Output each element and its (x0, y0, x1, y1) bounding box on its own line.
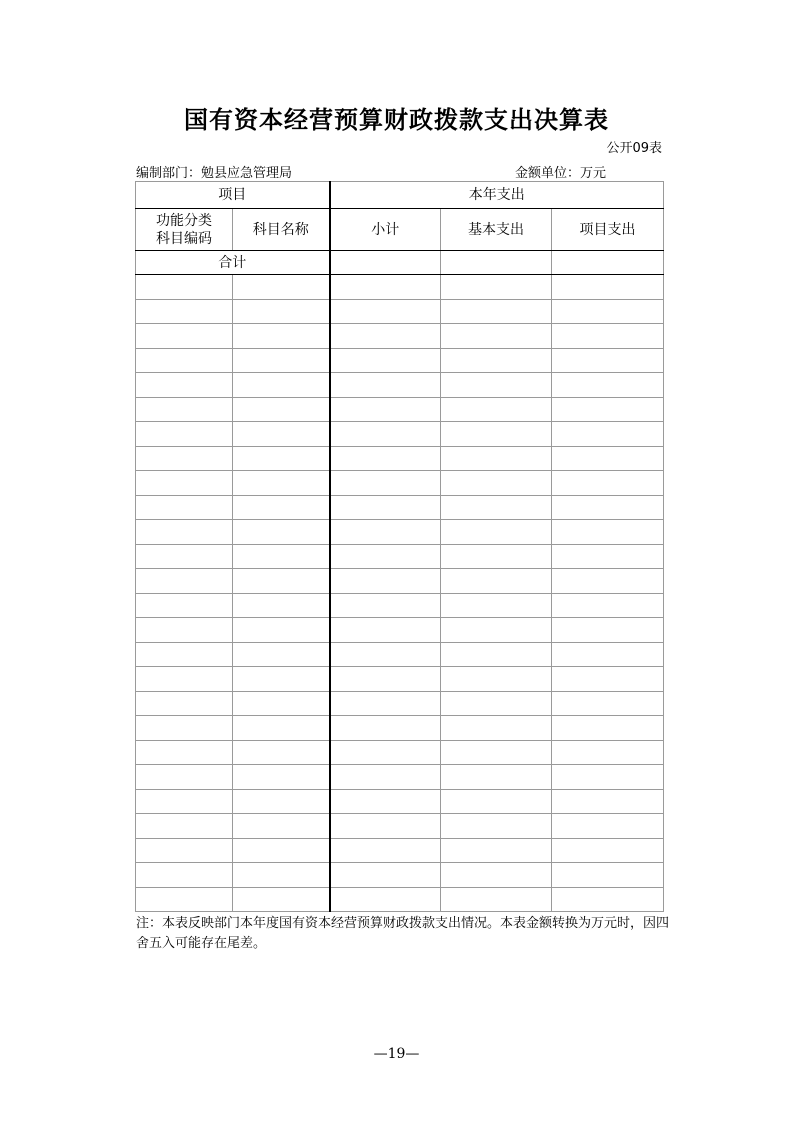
table-cell (441, 838, 552, 863)
table-cell (136, 275, 233, 300)
table-cell (441, 446, 552, 471)
table-cell (441, 520, 552, 545)
table-cell (330, 520, 441, 545)
table-cell (330, 397, 441, 422)
table-cell (136, 740, 233, 765)
table-cell (441, 765, 552, 790)
table-cell (441, 373, 552, 398)
table-row (136, 397, 664, 422)
table-cell (136, 838, 233, 863)
header-row-1 (136, 182, 664, 209)
table-row (136, 373, 664, 398)
table-cell (136, 863, 233, 888)
table-cell (233, 544, 330, 569)
header-current-year-expenditure: 本年支出 (330, 182, 664, 209)
table-cell (136, 642, 233, 667)
table-cell (330, 887, 441, 912)
table-row (136, 642, 664, 667)
table-cell (233, 667, 330, 692)
table-cell (136, 814, 233, 839)
table-cell (136, 789, 233, 814)
table-cell (233, 838, 330, 863)
table-cell (330, 422, 441, 447)
table-cell (136, 299, 233, 324)
table-cell (233, 789, 330, 814)
table-row (136, 520, 664, 545)
table-cell (233, 716, 330, 741)
table-cell (330, 495, 441, 520)
table-cell (441, 667, 552, 692)
table-cell (136, 569, 233, 594)
table-cell (552, 716, 664, 741)
table-cell (233, 642, 330, 667)
table-cell (330, 348, 441, 373)
table-cell (552, 618, 664, 643)
table-cell (552, 887, 664, 912)
table-cell (330, 373, 441, 398)
table-row (136, 569, 664, 594)
total-subtotal-cell (330, 251, 441, 275)
table-cell (136, 667, 233, 692)
table-cell (441, 275, 552, 300)
document-title: 国有资本经营预算财政拨款支出决算表 (184, 106, 609, 134)
table-cell (552, 544, 664, 569)
page-number: —19— (373, 1046, 420, 1062)
table-cell (552, 397, 664, 422)
table-cell (330, 667, 441, 692)
table-row (136, 691, 664, 716)
table-cell (441, 422, 552, 447)
header-project: 项目 (136, 182, 330, 209)
table-cell (330, 716, 441, 741)
total-label: 合计 (136, 251, 330, 275)
expenditure-table (135, 181, 664, 912)
table-row (136, 716, 664, 741)
total-project-cell (552, 251, 664, 275)
table-cell (441, 887, 552, 912)
table-cell (552, 446, 664, 471)
table-cell (441, 544, 552, 569)
table-cell (136, 373, 233, 398)
table-row (136, 789, 664, 814)
table-row (136, 544, 664, 569)
table-cell (233, 275, 330, 300)
table-cell (330, 642, 441, 667)
table-cell (552, 299, 664, 324)
table-cell (136, 324, 233, 349)
table-cell (136, 422, 233, 447)
table-cell (552, 765, 664, 790)
table-cell (441, 814, 552, 839)
table-cell (136, 618, 233, 643)
table-cell (233, 765, 330, 790)
table-cell (233, 814, 330, 839)
table-cell (233, 691, 330, 716)
table-cell (552, 740, 664, 765)
total-row (136, 251, 664, 275)
table-cell (441, 593, 552, 618)
table-cell (441, 397, 552, 422)
table-cell (233, 373, 330, 398)
table-cell (330, 544, 441, 569)
table-cell (552, 422, 664, 447)
table-row (136, 667, 664, 692)
table-cell (441, 716, 552, 741)
amount-unit-label: 金额单位：万元 (515, 166, 607, 181)
table-cell (552, 373, 664, 398)
table-cell (441, 348, 552, 373)
table-cell (552, 667, 664, 692)
table-cell (330, 618, 441, 643)
table-cell (552, 838, 664, 863)
table-cell (441, 324, 552, 349)
table-cell (441, 618, 552, 643)
table-cell (136, 593, 233, 618)
table-cell (233, 422, 330, 447)
table-cell (330, 740, 441, 765)
total-basic-cell (441, 251, 552, 275)
table-row (136, 471, 664, 496)
table-cell (330, 814, 441, 839)
table-cell (330, 299, 441, 324)
table-cell (441, 471, 552, 496)
table-cell (136, 348, 233, 373)
table-cell (233, 593, 330, 618)
table-row (136, 422, 664, 447)
table-row (136, 618, 664, 643)
table-cell (330, 569, 441, 594)
table-cell (136, 446, 233, 471)
table-cell (552, 520, 664, 545)
table-cell (233, 863, 330, 888)
form-code: 公开09表 (606, 141, 662, 156)
table-cell (330, 765, 441, 790)
table-cell (330, 324, 441, 349)
table-cell (330, 275, 441, 300)
table-cell (552, 691, 664, 716)
table-cell (552, 642, 664, 667)
table-cell (233, 887, 330, 912)
table-row (136, 887, 664, 912)
table-cell (330, 789, 441, 814)
table-cell (552, 863, 664, 888)
table-row (136, 299, 664, 324)
table-cell (233, 324, 330, 349)
table-cell (441, 569, 552, 594)
department-label: 编制部门：勉县应急管理局 (136, 166, 293, 181)
table-row (136, 765, 664, 790)
table-row (136, 446, 664, 471)
table-cell (136, 544, 233, 569)
table-cell (441, 495, 552, 520)
header-row-2 (136, 209, 664, 251)
table-cell (552, 814, 664, 839)
table-cell (330, 593, 441, 618)
table-cell (136, 716, 233, 741)
table-cell (330, 838, 441, 863)
table-cell (136, 471, 233, 496)
table-cell (136, 520, 233, 545)
table-row (136, 275, 664, 300)
table-cell (441, 642, 552, 667)
table-cell (441, 740, 552, 765)
table-cell (441, 691, 552, 716)
col-header-function-code: 功能分类科目编码 (136, 209, 233, 251)
table-row (136, 593, 664, 618)
table-cell (552, 593, 664, 618)
table-cell (233, 618, 330, 643)
table-cell (233, 446, 330, 471)
table-cell (233, 569, 330, 594)
table-cell (552, 569, 664, 594)
col-header-basic-expenditure: 基本支出 (441, 209, 552, 251)
table-row (136, 348, 664, 373)
table-cell (552, 471, 664, 496)
table-cell (330, 471, 441, 496)
table-cell (441, 863, 552, 888)
table-cell (552, 324, 664, 349)
table-cell (552, 275, 664, 300)
table-cell (136, 495, 233, 520)
footnote: 注：本表反映部门本年度国有资本经营预算财政拨款支出情况。本表金额转换为万元时，因四舍五入可能存在尾差。 (136, 916, 670, 951)
table-cell (330, 863, 441, 888)
table-cell (233, 495, 330, 520)
table-cell (552, 348, 664, 373)
table-row (136, 495, 664, 520)
table-cell (233, 740, 330, 765)
table-row (136, 814, 664, 839)
table-cell (441, 789, 552, 814)
col-header-subtotal: 小计 (330, 209, 441, 251)
table-cell (136, 691, 233, 716)
table-cell (233, 348, 330, 373)
table-row (136, 863, 664, 888)
table-cell (233, 299, 330, 324)
table-cell (552, 789, 664, 814)
col-header-project-expenditure: 项目支出 (552, 209, 664, 251)
table-cell (330, 691, 441, 716)
col-header-subject-name: 科目名称 (233, 209, 330, 251)
table-cell (441, 299, 552, 324)
table-row (136, 838, 664, 863)
table-cell (136, 397, 233, 422)
table-cell (233, 397, 330, 422)
table-cell (233, 471, 330, 496)
table-cell (330, 446, 441, 471)
table-cell (233, 520, 330, 545)
table-cell (136, 765, 233, 790)
table-row (136, 740, 664, 765)
table-row (136, 324, 664, 349)
table-cell (136, 887, 233, 912)
table-cell (552, 495, 664, 520)
